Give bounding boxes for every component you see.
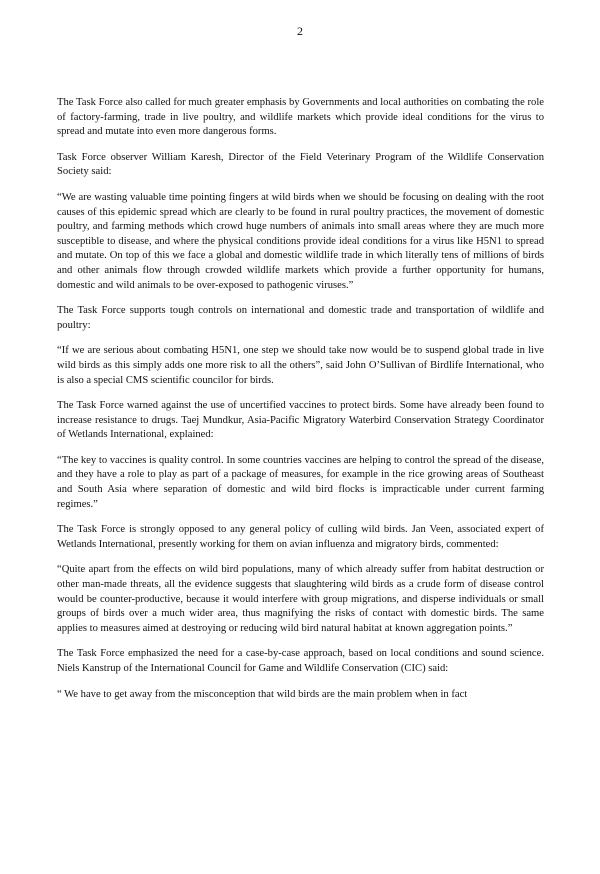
paragraph-karesh-intro: Task Force observer William Karesh, Director of the Field Veterinary Program of the Wildlife Conservation Society said:	[57, 151, 544, 178]
paragraph-task-force-emphasis: The Task Force also called for much greater emphasis by Governments and local authorities on combating the role of factory-farming, trade in live poultry, and wildlife markets which provide ideal conditions for the virus to spread and mutate into even more dangerous forms.	[57, 97, 544, 138]
paragraph-culling: The Task Force is strongly opposed to any general policy of culling wild birds. Jan Veen, associated expert of Wetlands International, presently working for them on avian influenza and migratory birds, commented:	[57, 524, 544, 550]
page-number: 2	[297, 24, 303, 38]
paragraph-trade-controls: The Task Force supports tough controls on international and domestic trade and transportation of wildlife and poultry:	[57, 305, 544, 331]
document-body	[57, 96, 544, 713]
quote-veen: “Quite apart from the effects on wild bird populations, many of which already suffer from habitat destruction or other man-made threats, all the evidence suggests that slaughtering wild birds as a crude form of disease control would be counter-productive, because it would interfere with group migrations, and disperse individuals or small groups of birds over a much wider area, thus magnifying the risks of contact with domestic birds. The same applies to measures aimed at destroying or reducing wild bird natural habitat at known aggregation points.”	[57, 564, 544, 634]
paragraph-case-by-case: The Task Force emphasized the need for a case-by-case approach, based on local conditions and sound science. Niels Kanstrup of the International Council for Game and Wildlife Conservation (CIC) said:	[57, 648, 544, 674]
quote-karesh: “We are wasting valuable time pointing fingers at wild birds when we should be focusing on dealing with the root causes of this epidemic spread which are clearly to be found in rural poultry practices, the movement of domestic poultry, and farming methods which crowd huge numbers of animals into small areas where they are much more susceptible to disease, and where the physical conditions provide ideal conditions for a virus like H5N1 to spread and mutate. On top of this we face a global and domestic wildlife trade in which literally tens of millions of birds and other animals flow through crowded wildlife markets which provide a further opportunity for humans, domestic and wild animals to be over-exposed to pathogenic viruses.”	[57, 191, 544, 291]
paragraph-vaccines: The Task Force warned against the use of uncertified vaccines to protect birds. Some have already been found to increase resistance to drugs. Taej Mundkur, Asia-Pacific Migratory Waterbird Conservation Strategy Coordinator of Wetlands International, explained:	[57, 400, 544, 441]
quote-kanstrup: “ We have to get away from the misconception that wild birds are the main problem when in fact	[57, 688, 468, 700]
quote-mundkur: “The key to vaccines is quality control. In some countries vaccines are helping to control the spread of the disease, and they have a role to play as part of a package of measures, for example in the rice growing areas of Southeast and South Asia where separation of domestic and wild bird flocks is impracticable under current farming regimes.”	[57, 454, 544, 510]
quote-osullivan: “If we are serious about combating H5N1, one step we should take now would be to suspend global trade in live wild birds as this simply adds one more risk to all the others”, said John O’Sullivan of Birdlife International, who is also a special CMS scientific councilor for birds.	[57, 345, 544, 386]
